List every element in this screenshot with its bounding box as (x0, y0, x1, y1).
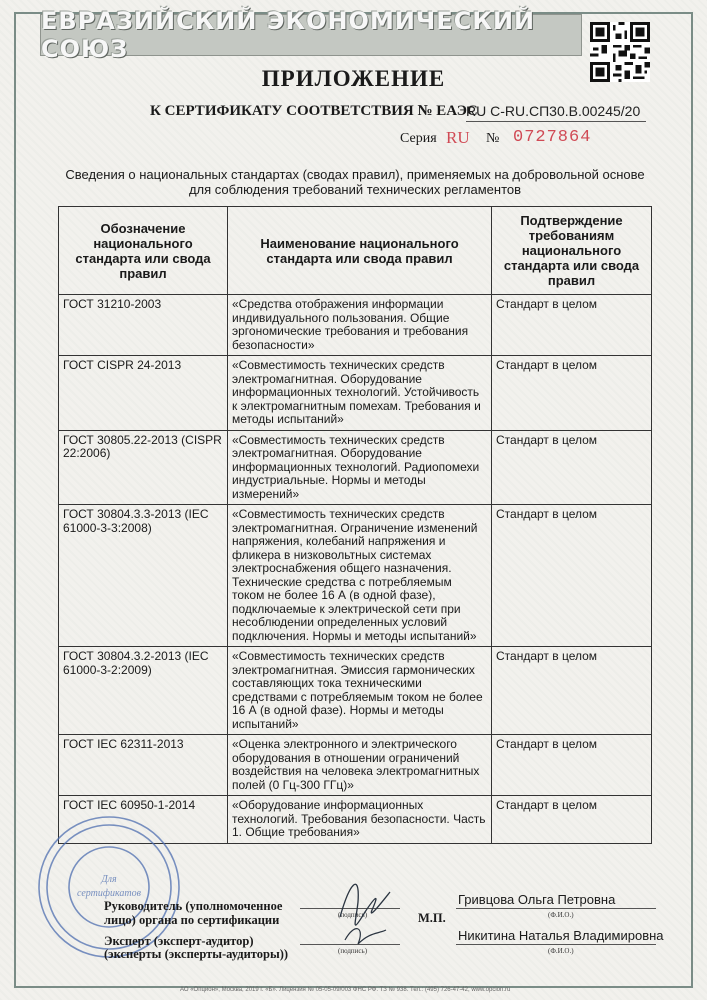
cell-name: «Совместимость технических средств электромагнитная. Оборудование информационных технологий. Устойчивость к электромагнитным помехам. Требования и методы испытаний» (228, 356, 492, 431)
intro-text: Сведения о национальных стандартах (сводах правил), применяемых на добровольной основе для соблюдения требований технических регламентов (65, 167, 645, 197)
printer-footer: АО «Опцион», Москва, 2019 г. «Б». Лицензия № 05-05-09/003 ФНС РФ. ТЗ № 938. Тел.: (495) 726-47-42, www.opcion.ru (180, 987, 511, 993)
expert-label-1: Эксперт (эксперт-аудитор) (104, 934, 254, 948)
expert-name-line (456, 944, 656, 945)
header-designation: Обозначение национального стандарта или свода правил (59, 207, 228, 295)
cell-confirmation: Стандарт в целом (492, 505, 652, 647)
cell-name: «Оборудование информационных технологий. Требования безопасности. Часть 1. Общие требования» (228, 796, 492, 844)
cell-designation: ГОСТ IEC 60950-1-2014 (59, 796, 228, 844)
cell-name: «Совместимость технических средств электромагнитная. Ограничение изменений напряжения, колебаний напряжения и фликера в низковольтных системах электроснабжения общего назначения. Технические средства с потребляемым током не более 16 А (в одной фазе), подключаемые к электрической сети при несоблюдении определенных условий подключения. Нормы и методы испытаний» (228, 505, 492, 647)
head-name: Гривцова Ольга Петровна (458, 892, 616, 907)
head-label-2: лицо) органа по сертификации (104, 913, 280, 927)
head-fio-hint: (Ф.И.О.) (548, 911, 574, 919)
cell-confirmation: Стандарт в целом (492, 796, 652, 844)
cell-designation: ГОСТ 30804.3.2-2013 (IEC 61000-3-2:2009) (59, 647, 228, 735)
certificate-number: RU C-RU.СП30.В.00245/20 (466, 103, 641, 119)
cell-name: «Средства отображения информации индивидуального пользования. Общие эргономические требования и требования безопасности» (228, 295, 492, 356)
cell-designation: ГОСТ IEC 62311-2013 (59, 735, 228, 796)
header-name: Наименование национального стандарта или свода правил (228, 207, 492, 295)
expert-fio-hint: (Ф.И.О.) (548, 947, 574, 955)
union-banner: ЕВРАЗИЙСКИЙ ЭКОНОМИЧЕСКИЙ СОЮЗ (40, 14, 582, 56)
cell-name: «Оценка электронного и электрического оборудования в отношении ограничений воздействия на человека электромагнитных полей (0 Гц-300 ГГц)» (228, 735, 492, 796)
certificate-caption: К СЕРТИФИКАТУ СООТВЕТСТВИЯ № ЕАЭС (150, 103, 478, 119)
head-sign-hint: (подпись) (338, 911, 368, 919)
cell-confirmation: Стандарт в целом (492, 295, 652, 356)
cell-name: «Совместимость технических средств электромагнитная. Эмиссия гармонических составляющих тока техническими средствами с потребляемым током не более 16 А (в одной фазе). Нормы и методы испытаний» (228, 647, 492, 735)
series-value: RU (446, 128, 470, 147)
seal-place-label: М.П. (418, 911, 446, 925)
cell-confirmation: Стандарт в целом (492, 735, 652, 796)
document-title: ПРИЛОЖЕНИЕ (261, 66, 446, 91)
head-name-line (456, 908, 656, 909)
stamp-label-1: Для (101, 874, 117, 885)
cell-designation: ГОСТ 31210-2003 (59, 295, 228, 356)
cell-confirmation: Стандарт в целом (492, 430, 652, 505)
expert-sign-hint: (подпись) (338, 947, 368, 955)
cell-designation: ГОСТ CISPR 24-2013 (59, 356, 228, 431)
head-label-1: Руководитель (уполномоченное (104, 899, 283, 913)
cell-designation: ГОСТ 30804.3.3-2013 (IEC 61000-3-3:2008) (59, 505, 228, 647)
cell-name: «Совместимость технических средств электромагнитная. Оборудование информационных технологий. Радиопомехи индустриальные. Нормы и методы измерений» (228, 430, 492, 505)
cell-confirmation: Стандарт в целом (492, 647, 652, 735)
expert-label-2: (эксперты (эксперты-аудиторы)) (104, 947, 289, 961)
blank-number-label: № (486, 131, 500, 146)
expert-name: Никитина Наталья Владимировна (458, 928, 664, 943)
cell-designation: ГОСТ 30805.22-2013 (CISPR 22:2006) (59, 430, 228, 505)
signature-scribble-icon (320, 862, 400, 952)
cell-confirmation: Стандарт в целом (492, 356, 652, 431)
series-label: Серия (400, 131, 437, 146)
blank-number-value: 0727864 (513, 128, 592, 147)
header-confirmation: Подтверждение требованиям национального стандарта или свода правил (492, 207, 652, 295)
stamp-label-2: сертификатов (77, 888, 141, 899)
